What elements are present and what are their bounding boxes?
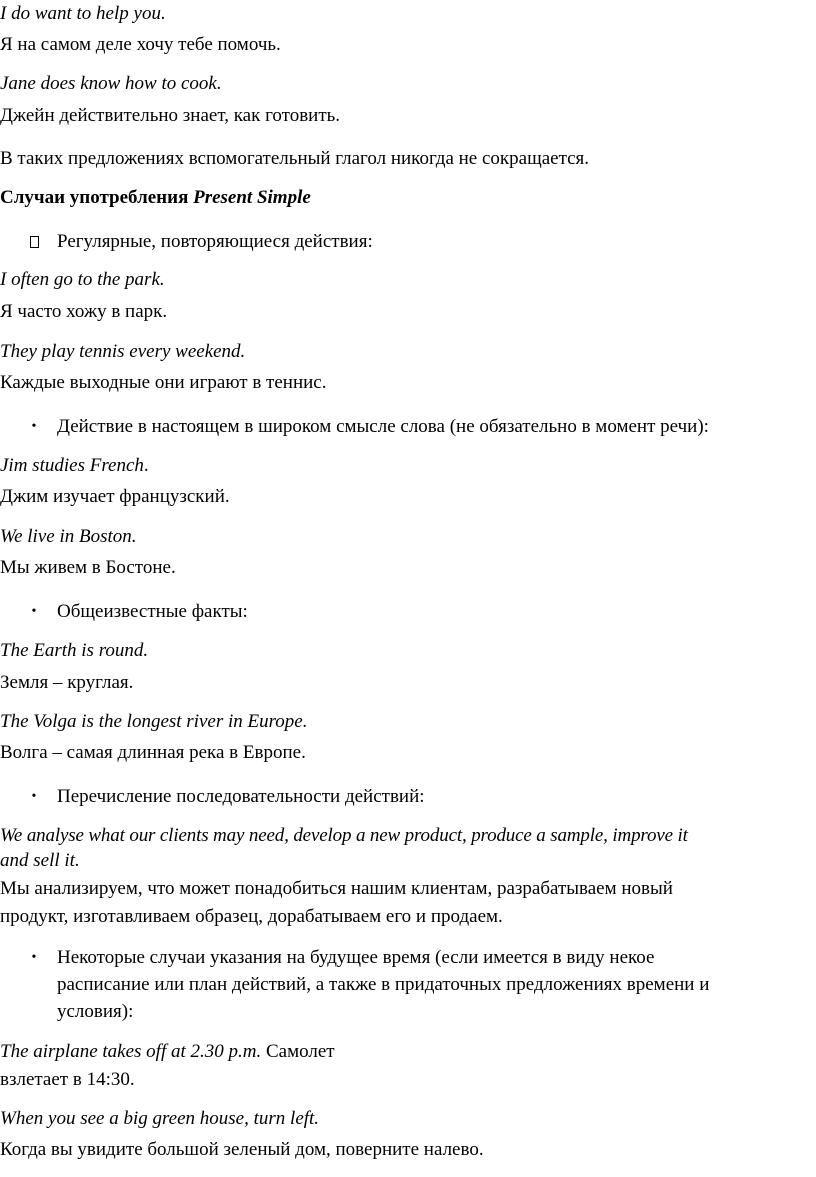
example-russian: Земля – круглая.	[0, 672, 134, 693]
example-english: I often go to the park.	[0, 269, 165, 290]
example-russian: взлетает в 14:30.	[0, 1069, 135, 1090]
example-russian: продукт, изготавливаем образец, дорабатываем его и продаем.	[0, 906, 503, 927]
example-russian: Джим изучает французский.	[0, 486, 230, 507]
example-english	[0, 454, 149, 478]
bullet-text: расписание или план действий, а также в придаточных предложениях времени и	[57, 974, 710, 995]
dot-bullet-icon: •	[31, 419, 37, 434]
example-english: We live in Boston.	[0, 526, 137, 547]
heading-plain: Случаи употребления	[0, 187, 194, 208]
example-mixed	[0, 1040, 335, 1064]
example-russian: Я на самом деле хочу тебе помочь.	[0, 34, 281, 55]
square-bullet-icon	[28, 230, 40, 254]
example-russian: Я часто хожу в парк.	[0, 301, 168, 322]
example-russian: Волга – самая длинная река в Европе.	[0, 742, 306, 763]
paragraph-text: В таких предложениях вспомогательный глагол никогда не сокращается.	[0, 148, 590, 169]
example-english-period: .	[143, 455, 149, 476]
dot-bullet-icon: •	[31, 950, 37, 965]
example-english: They play tennis every weekend.	[0, 341, 246, 362]
bullet-text: условия):	[57, 1001, 134, 1022]
bullet-text: Перечисление последовательности действий:	[57, 786, 425, 807]
example-russian: Каждые выходные они играют в теннис.	[0, 372, 327, 393]
bullet-text: Некоторые случаи указания на будущее время (если имеется в виду некое	[57, 947, 655, 968]
bullet-text: Общеизвестные факты:	[57, 601, 248, 622]
bullet-text: Регулярные, повторяющиеся действия:	[57, 231, 373, 252]
example-english: The Volga is the longest river in Europe.	[0, 711, 308, 732]
example-russian-text: Самолет	[261, 1041, 335, 1062]
example-russian: Мы живем в Бостоне.	[0, 557, 176, 578]
example-russian: Джейн действительно знает, как готовить.	[0, 105, 341, 126]
example-english-text: Jim studies French	[0, 455, 144, 476]
example-russian: Когда вы увидите большой зеленый дом, поверните налево.	[0, 1139, 484, 1160]
example-english-text: The airplane takes off at 2.30 p.m.	[0, 1041, 262, 1062]
example-english: and sell it.	[0, 850, 80, 871]
dot-bullet-icon: •	[31, 604, 37, 619]
example-english: When you see a big green house, turn left.	[0, 1108, 320, 1129]
section-heading	[0, 186, 311, 210]
example-english: I do want to help you.	[0, 3, 166, 24]
dot-bullet-icon: •	[31, 789, 37, 804]
example-english: We analyse what our clients may need, develop a new product, produce a sample, improve it	[0, 825, 688, 846]
example-english: Jane does know how to cook.	[0, 73, 222, 94]
example-russian: Мы анализируем, что может понадобиться нашим клиентам, разрабатываем новый	[0, 878, 673, 899]
example-english: The Earth is round.	[0, 640, 149, 661]
heading-italic: Present Simple	[193, 187, 311, 208]
bullet-text: Действие в настоящем в широком смысле слова (не обязательно в момент речи):	[57, 416, 709, 437]
